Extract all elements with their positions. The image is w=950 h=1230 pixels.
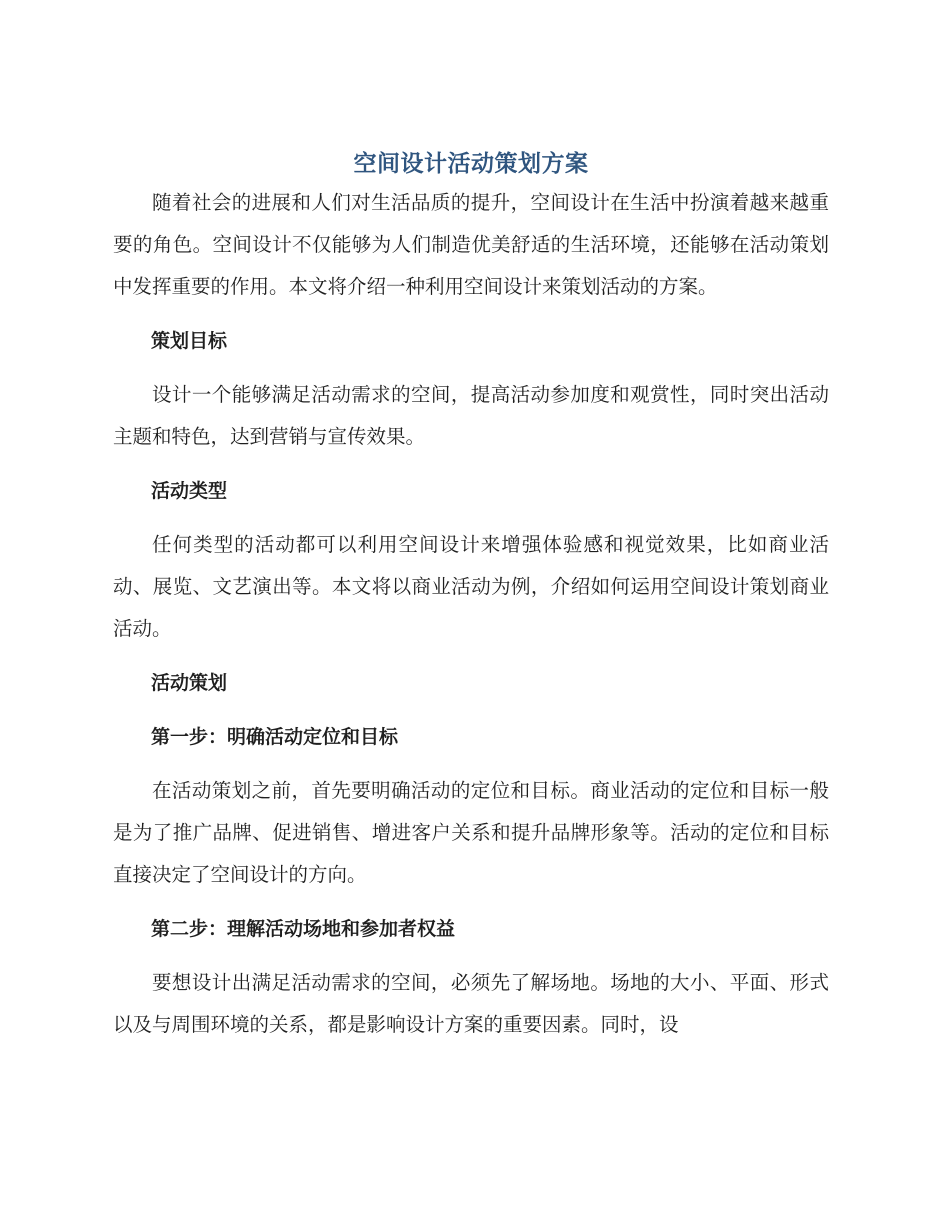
spacer xyxy=(113,704,829,716)
spacer xyxy=(113,650,829,662)
section-heading-goal: 策划目标 xyxy=(151,330,228,352)
spacer xyxy=(113,950,829,962)
section-paragraph-type: 任何类型的活动都可以利用空间设计来增强体验感和视觉效果，比如商业活动、展览、文艺演出等。本文将以商业活动为例，介绍如何运用空间设计策划商业活动。 xyxy=(113,533,829,640)
spacer xyxy=(113,458,829,470)
spacer xyxy=(113,758,829,770)
document-title: 空间设计活动策划方案 xyxy=(353,151,589,177)
spacer xyxy=(113,362,829,374)
intro-paragraph: 随着社会的进展和人们对生活品质的提升，空间设计在生活中扮演着越来越重要的角色。空间设计不仅能够为人们制造优美舒适的生活环境，还能够在活动策划中发挥重要的作用。本文将介绍一种利用空间设计来策划活动的方案。 xyxy=(113,191,829,298)
step-paragraph-1: 在活动策划之前，首先要明确活动的定位和目标。商业活动的定位和目标一般是为了推广品牌、促进销售、增进客户关系和提升品牌形象等。活动的定位和目标直接决定了空间设计的方向。 xyxy=(113,779,829,886)
spacer xyxy=(113,308,829,320)
spacer xyxy=(113,512,829,524)
step-paragraph-2: 要想设计出满足活动需求的空间，必须先了解场地。场地的大小、平面、形式以及与周围环境的关系，都是影响设计方案的重要因素。同时，设 xyxy=(113,971,829,1036)
section-paragraph-goal: 设计一个能够满足活动需求的空间，提高活动参加度和观赏性，同时突出活动主题和特色，达到营销与宣传效果。 xyxy=(113,383,829,448)
document-body xyxy=(113,146,829,1046)
spacer xyxy=(113,896,829,908)
section-heading-type: 活动类型 xyxy=(151,480,228,502)
step-heading-1: 第一步：明确活动定位和目标 xyxy=(151,726,399,748)
step-heading-2: 第二步：理解活动场地和参加者权益 xyxy=(151,918,456,940)
section-heading-plan: 活动策划 xyxy=(151,672,228,694)
